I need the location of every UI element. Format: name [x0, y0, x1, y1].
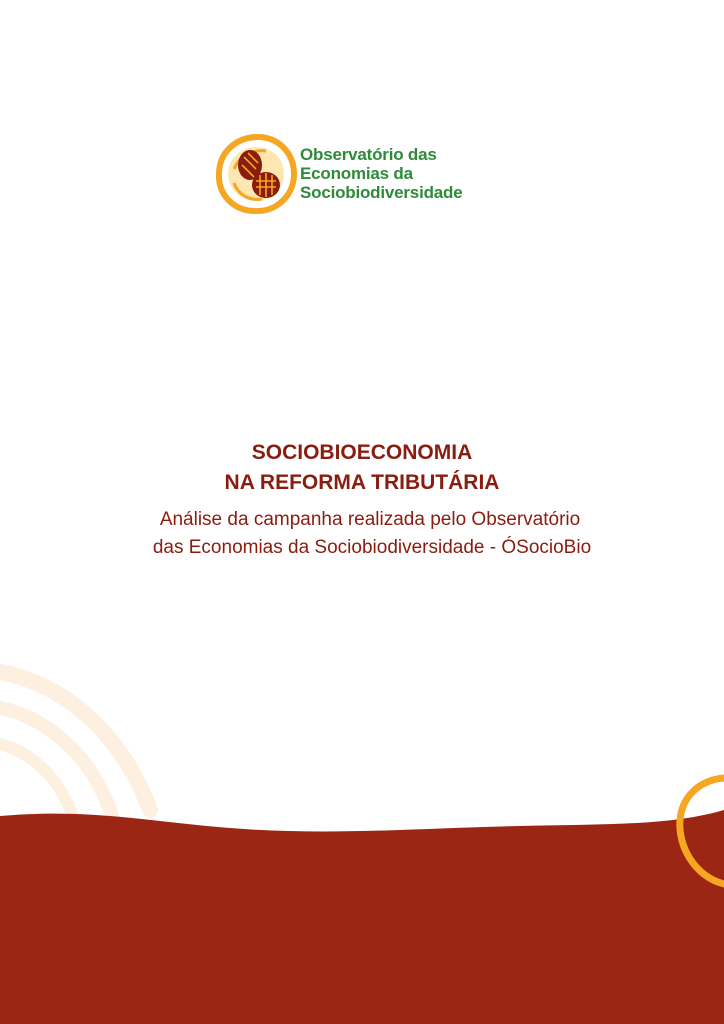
document-title-line-1: SOCIOBIOECONOMIA — [251, 441, 473, 464]
logo-wordmark — [300, 145, 462, 202]
logo-line-3: Sociobiodiversidade — [300, 183, 463, 202]
footer-decoration — [0, 640, 724, 1024]
cream-arc-decoration — [0, 670, 150, 820]
document-subtitle-line-2: das Economias da Sociobiodiversidade - ÓSocioBio — [152, 537, 592, 558]
logo-line-2: Economias da — [300, 164, 413, 183]
document-title-line-2: NA REFORMA TRIBUTÁRIA — [224, 471, 500, 494]
red-wave-shape — [0, 810, 724, 1024]
socio-biodiversity-logo-icon — [214, 133, 298, 215]
document-subtitle-line-1: Análise da campanha realizada pelo Observatório — [159, 509, 581, 530]
logo-line-1: Observatório das — [300, 145, 437, 164]
organization-logo — [214, 133, 474, 215]
